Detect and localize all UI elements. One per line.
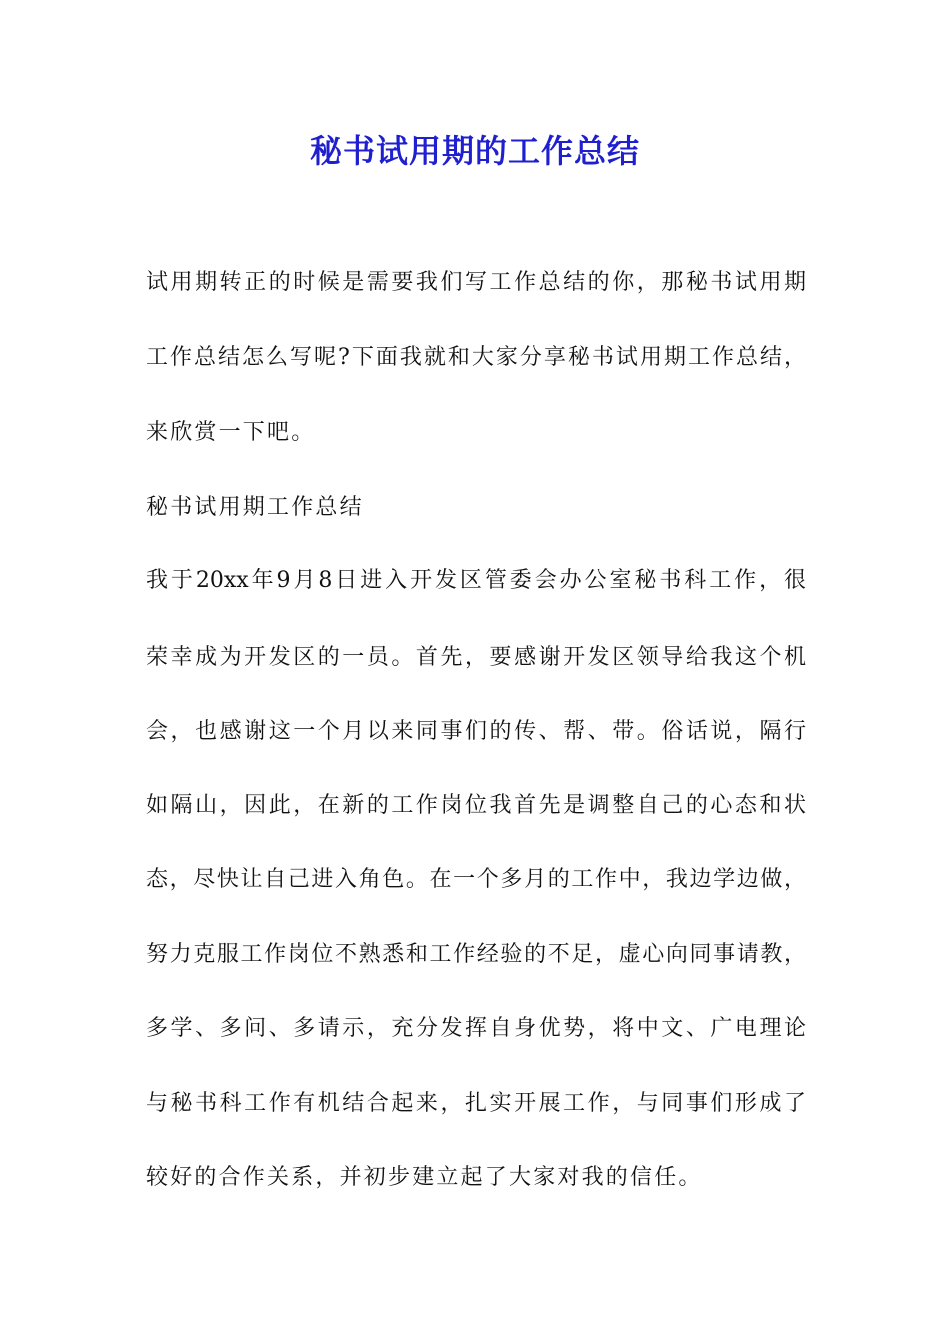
body-line-6: 努力克服工作岗位不熟悉和工作经验的不足，虚心向同事请教， (146, 942, 806, 967)
intro-line-2: 工作总结怎么写呢?下面我就和大家分享秘书试用期工作总结， (146, 345, 806, 370)
body-line-9: 较好的合作关系，并初步建立起了大家对我的信任。 (146, 1165, 703, 1190)
body-line-4: 如隔山，因此，在新的工作岗位我首先是调整自己的心态和状 (146, 793, 806, 818)
body-line-1: 我于20xx年9月8日进入开发区管委会办公室秘书科工作，很 (146, 568, 806, 593)
intro-line-1: 试用期转正的时候是需要我们写工作总结的你，那秘书试用期 (146, 270, 806, 295)
body-line-7: 多学、多问、多请示，充分发挥自身优势，将中文、广电理论 (146, 1016, 806, 1041)
section-subheading: 秘书试用期工作总结 (146, 495, 364, 520)
document-title: 秘书试用期的工作总结 (309, 132, 640, 170)
body-line-2: 荣幸成为开发区的一员。首先，要感谢开发区领导给我这个机 (146, 645, 806, 670)
body-line-5: 态，尽快让自己进入角色。在一个多月的工作中，我边学边做， (146, 867, 806, 892)
body-line-8: 与秘书科工作有机结合起来，扎实开展工作，与同事们形成了 (146, 1091, 806, 1116)
intro-line-3: 来欣赏一下吧。 (146, 420, 316, 445)
body-line-3: 会，也感谢这一个月以来同事们的传、帮、带。俗话说，隔行 (146, 719, 806, 744)
